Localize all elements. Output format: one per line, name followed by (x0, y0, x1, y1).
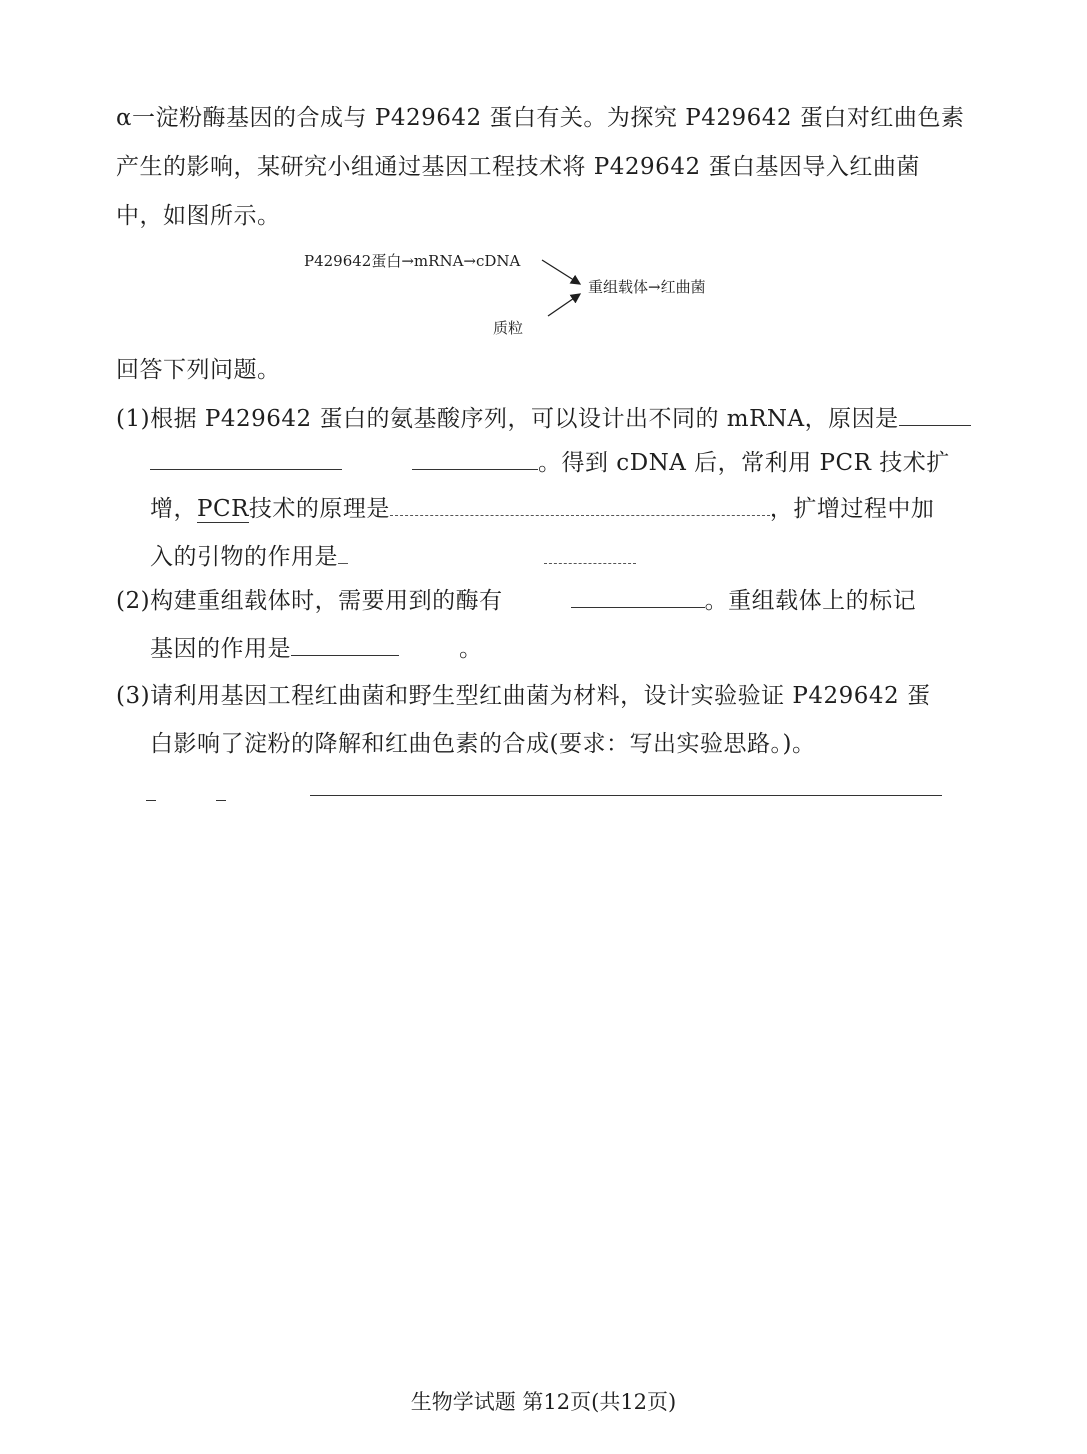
q3-answer-line[interactable] (310, 795, 942, 796)
q2-enzyme-text: (2)构建重组载体时，需要用到的酶有 (116, 588, 503, 614)
diagram-arrow-cdna (542, 260, 580, 284)
diagram-arrow-plasmid (548, 294, 580, 316)
q2-line-1 (116, 585, 916, 616)
q1-amplify-text: ，扩增过程中加 (769, 496, 935, 522)
q2-gene-role-text: 基因的作用是 (150, 636, 291, 662)
q1-answer-blank-3[interactable] (412, 447, 538, 470)
q2-end-mark: 。 (459, 636, 483, 662)
intro-line-2: 产生的影响，某研究小组通过基因工程技术将 P429642 蛋白基因导入红曲菌 (116, 154, 920, 180)
q3-line-2: 白影响了淀粉的降解和红曲色素的合成(要求：写出实验思路。)。 (150, 731, 816, 757)
answer-prompt: 回答下列问题。 (116, 357, 281, 383)
q3-answer-dash-2 (216, 800, 226, 801)
q1-primer-text: 入的引物的作用是 (150, 544, 338, 570)
q2-answer-blank-1[interactable] (571, 585, 705, 608)
intro-line-1: α一淀粉酶基因的合成与 P429642 蛋白有关。为探究 P429642 蛋白对红曲色素 (116, 105, 965, 131)
page-footer: 生物学试题 第12页(共12页) (410, 1390, 677, 1414)
q2-marker-text: 。重组载体上的标记 (704, 588, 917, 614)
q1-question-text: (1)根据 P429642 蛋白的氨基酸序列，可以设计出不同的 mRNA，原因是 (116, 406, 899, 432)
diagram-chain-label: P429642蛋白→mRNA→cDNA (304, 252, 521, 270)
diagram-result-label: 重组载体→红曲菌 (588, 278, 706, 296)
q3-line-1: (3)请利用基因工程红曲菌和野生型红曲菌为材料，设计实验验证 P429642 蛋 (116, 683, 931, 709)
q2-line-2 (150, 633, 483, 664)
q1-line-2 (150, 447, 950, 478)
q1-principle-text: 技术的原理是 (248, 496, 390, 522)
q3-answer-dash-1 (146, 800, 156, 801)
q1-line-3 (150, 493, 934, 524)
q1-cdna-text: 。得到 cDNA 后，常利用 PCR 技术扩 (538, 450, 950, 476)
q1-pcr-text: PCR (197, 496, 249, 522)
intro-line-3: 中，如图所示。 (116, 203, 281, 229)
q1-line-1 (116, 403, 971, 434)
q1-answer-blank-4[interactable] (390, 493, 770, 516)
q1-answer-blank-5a[interactable] (338, 541, 348, 564)
q1-answer-blank-1[interactable] (899, 403, 971, 426)
q2-answer-blank-2[interactable] (291, 633, 399, 656)
diagram-plasmid-label: 质粒 (493, 319, 524, 337)
q1-line-4 (150, 541, 636, 572)
q1-answer-blank-2[interactable] (150, 447, 342, 470)
q1-increase-text: 增， (150, 496, 197, 522)
q1-answer-blank-5b[interactable] (544, 541, 636, 564)
gene-engineering-diagram (300, 248, 760, 343)
